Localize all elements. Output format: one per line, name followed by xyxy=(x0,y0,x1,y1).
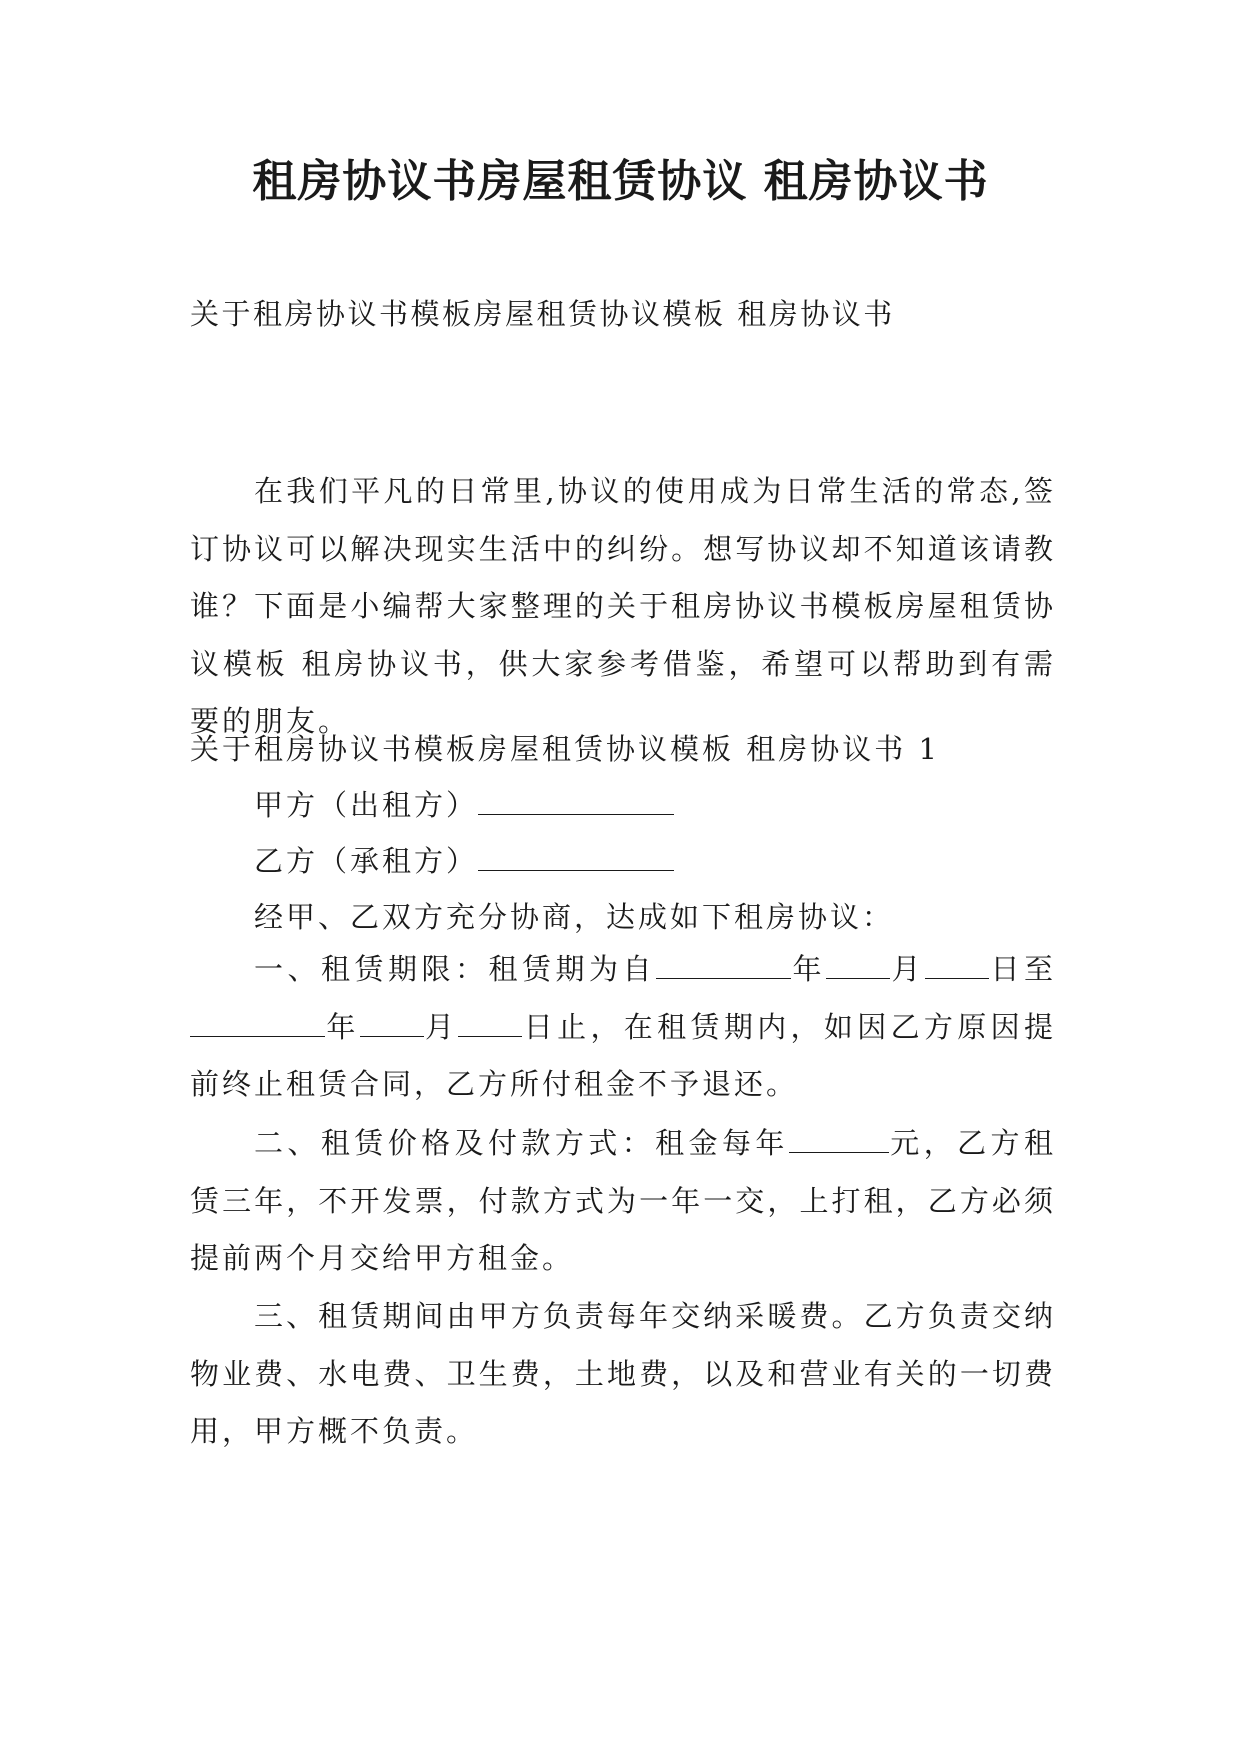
section-heading: 关于租房协议书模板房屋租赁协议模板 租房协议书 1 xyxy=(190,732,940,766)
clause-2-rest: 元，乙方租赁三年，不开发票，付款方式为一年一交，上打租，乙方必须提前两个月交给甲方租金。 xyxy=(190,1126,1056,1275)
party-b-label: 乙方（承租方） xyxy=(254,844,479,878)
party-a-line xyxy=(190,783,1060,827)
clause-2-lead: 二、租赁价格及付款方式：租金每年 xyxy=(254,1126,789,1160)
year-label: 年 xyxy=(790,952,826,986)
start-day-blank xyxy=(925,948,989,979)
document-subtitle: 关于租房协议书模板房屋租赁协议模板 租房协议书 xyxy=(190,297,895,331)
clause-1-lead: 一、租赁期限：租赁期为自 xyxy=(254,952,656,986)
party-b-blank xyxy=(478,840,674,871)
clause-2 xyxy=(190,1115,1056,1288)
agreement-intro: 经甲、乙双方充分协商，达成如下租房协议： xyxy=(254,900,895,934)
party-a-label: 甲方（出租方） xyxy=(254,788,479,822)
party-a-blank xyxy=(478,784,674,815)
end-year-label: 年 xyxy=(325,1009,360,1044)
end-year-blank xyxy=(190,1006,325,1037)
start-year-blank xyxy=(656,948,791,979)
intro-paragraph: 在我们平凡的日常里,协议的使用成为日常生活的常态,签订协议可以解决现实生活中的纠纷。想写协议却不知道该请教谁？下面是小编帮大家整理的关于租房协议书模板房屋租赁协议模板 租房协议书，供大家参考借鉴，希望可以帮助到有需要的朋友。 xyxy=(190,474,1056,738)
clause-1-rest: 日止，在租赁期内，如因乙方原因提前终止租赁合同，乙方所付租金不予退还。 xyxy=(190,1009,1056,1101)
clause-1 xyxy=(190,941,1056,1114)
party-b-line xyxy=(190,839,1060,883)
rent-amount-blank xyxy=(789,1122,889,1153)
start-month-blank xyxy=(826,948,890,979)
clause-3: 三、租赁期间由甲方负责每年交纳采暖费。乙方负责交纳物业费、水电费、卫生费，土地费，以及和营业有关的一切费用，甲方概不负责。 xyxy=(190,1299,1056,1448)
end-month-blank xyxy=(360,1006,424,1037)
day-to-label: 日至 xyxy=(988,952,1056,986)
end-day-blank xyxy=(458,1006,522,1037)
end-month-label: 月 xyxy=(423,1009,459,1044)
month-label: 月 xyxy=(889,952,925,986)
document-title: 租房协议书房屋租赁协议 租房协议书 xyxy=(252,156,989,207)
